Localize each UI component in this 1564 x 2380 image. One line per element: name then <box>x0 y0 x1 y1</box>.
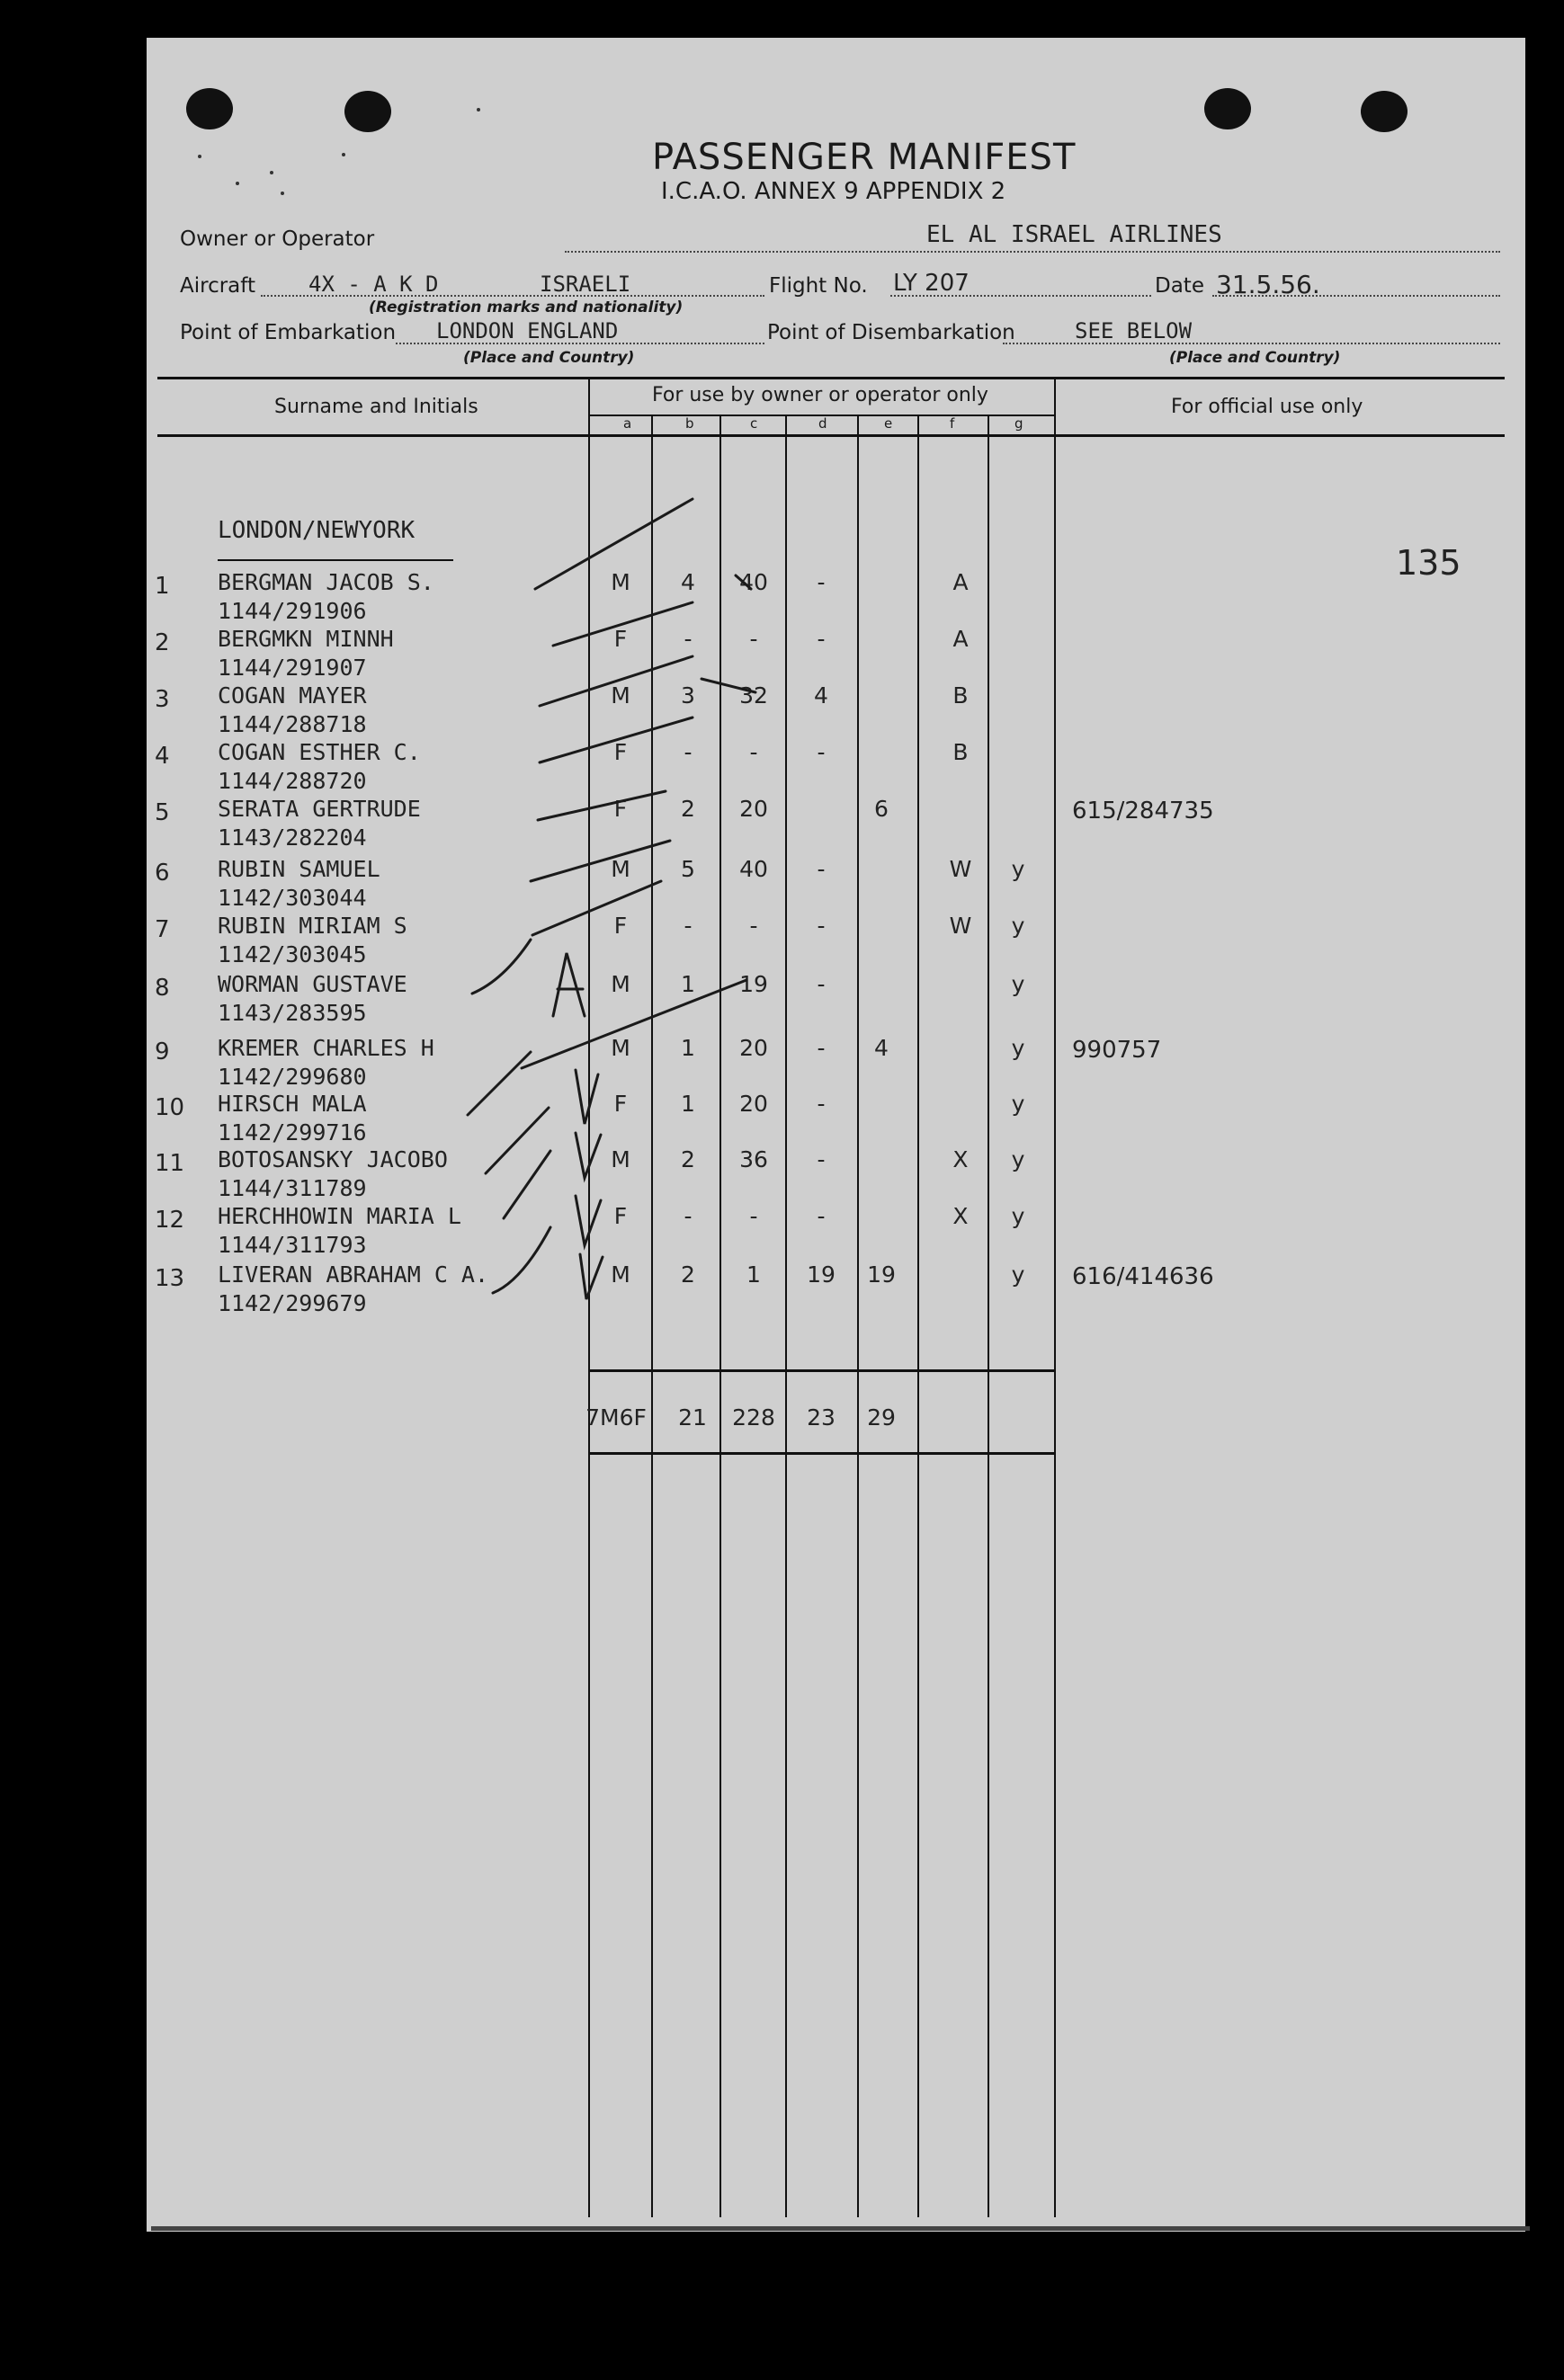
cell-c: 20 <box>739 796 768 822</box>
cell-d: - <box>817 1203 826 1229</box>
row-number: 9 <box>155 1038 170 1065</box>
passenger-name: RUBIN SAMUEL <box>218 856 380 882</box>
aircraft-nationality: ISRAELI <box>540 272 631 297</box>
row-number: 3 <box>155 686 170 713</box>
initial-mark <box>576 1196 601 1245</box>
cell-b: - <box>684 626 693 652</box>
page-number: 135 <box>1396 543 1461 583</box>
cell-d: - <box>817 1146 826 1172</box>
total-c: 228 <box>732 1404 775 1431</box>
initial-mark <box>576 1070 598 1124</box>
document-subtitle: I.C.A.O. ANNEX 9 APPENDIX 2 <box>661 178 1006 205</box>
ticket-number: 1144/291907 <box>218 655 367 681</box>
total-d: 23 <box>807 1404 836 1431</box>
total-b: 21 <box>678 1404 707 1431</box>
cell-a: M <box>611 856 630 882</box>
row-number: 12 <box>155 1207 185 1234</box>
cell-a: F <box>613 796 628 822</box>
cell-a: F <box>613 739 628 765</box>
cell-b: 3 <box>681 682 695 709</box>
cell-a: M <box>611 1261 630 1288</box>
cell-c: - <box>749 739 758 765</box>
passenger-name: RUBIN MIRIAM S <box>218 913 407 939</box>
sub-col-a: a <box>623 415 632 432</box>
ticket-number: 1144/311789 <box>218 1175 367 1201</box>
cell-b: - <box>684 739 693 765</box>
cell-a: M <box>611 682 630 709</box>
check-stroke <box>468 1052 531 1115</box>
check-stroke <box>504 1151 550 1218</box>
check-stroke <box>532 881 661 935</box>
sub-col-e: e <box>884 415 893 432</box>
cell-g: y <box>1011 913 1025 939</box>
check-stroke <box>540 718 693 762</box>
cell-b: 5 <box>681 856 695 882</box>
row-number: 7 <box>155 916 170 943</box>
cell-b: 2 <box>681 796 695 822</box>
cell-a: F <box>613 1203 628 1229</box>
cell-g: y <box>1011 1261 1025 1288</box>
cell-b: - <box>684 1203 693 1229</box>
passenger-name: BOTOSANSKY JACOBO <box>218 1146 448 1172</box>
cell-g: y <box>1011 856 1025 882</box>
cell-c: 20 <box>739 1091 768 1117</box>
cell-f: W <box>949 913 972 939</box>
passenger-name: SERATA GERTRUDE <box>218 796 421 822</box>
cell-d: - <box>817 739 826 765</box>
cell-d: - <box>817 1091 826 1117</box>
owner-label: Owner or Operator <box>180 227 375 251</box>
cell-a: M <box>611 971 630 997</box>
cell-a: M <box>611 1146 630 1172</box>
cell-c: 40 <box>739 569 768 595</box>
cell-a: F <box>613 1091 628 1117</box>
cell-c: - <box>749 626 758 652</box>
cell-e: 19 <box>867 1261 896 1288</box>
passenger-name: HIRSCH MALA <box>218 1091 367 1117</box>
passenger-name: KREMER CHARLES H <box>218 1035 434 1061</box>
cell-c: 40 <box>739 856 768 882</box>
cell-e: 4 <box>874 1035 889 1061</box>
cell-f: A <box>952 569 969 595</box>
row-number: 6 <box>155 860 170 887</box>
cell-c: 32 <box>739 682 768 709</box>
passenger-name: COGAN MAYER <box>218 682 367 709</box>
cell-a: M <box>611 569 630 595</box>
flight-value: LY 207 <box>893 270 970 297</box>
initial-mark <box>576 1133 601 1178</box>
aircraft-label: Aircraft <box>180 274 255 298</box>
cell-d: 19 <box>807 1261 836 1288</box>
passenger-name: HERCHHOWIN MARIA L <box>218 1203 461 1229</box>
official-entry: 615/284735 <box>1072 798 1214 825</box>
col-header-owner: For use by owner or operator only <box>652 384 988 406</box>
sub-col-g: g <box>1014 415 1023 432</box>
col-header-name: Surname and Initials <box>274 396 478 418</box>
cell-f: B <box>952 682 969 709</box>
sub-col-d: d <box>818 415 827 432</box>
sub-col-f: f <box>950 415 955 432</box>
disembarkation-note: (Place and Country) <box>1169 349 1341 367</box>
cell-d: - <box>817 626 826 652</box>
ticket-number: 1142/303045 <box>218 941 367 967</box>
cell-g: y <box>1011 1203 1025 1229</box>
document-title: PASSENGER MANIFEST <box>652 137 1077 178</box>
cell-c: 36 <box>739 1146 768 1172</box>
cell-c: 20 <box>739 1035 768 1061</box>
cell-g: y <box>1011 971 1025 997</box>
ticket-number: 1144/288720 <box>218 768 367 794</box>
ticket-number: 1144/288718 <box>218 711 367 737</box>
cell-b: 2 <box>681 1261 695 1288</box>
cell-d: - <box>817 856 826 882</box>
cell-b: - <box>684 913 693 939</box>
check-stroke <box>472 940 531 994</box>
ticket-number: 1142/299680 <box>218 1064 367 1090</box>
total-e: 29 <box>867 1404 896 1431</box>
cell-a: F <box>613 913 628 939</box>
cell-g: y <box>1011 1035 1025 1061</box>
col-header-official: For official use only <box>1171 396 1363 418</box>
cell-f: A <box>952 626 969 652</box>
cell-e: 6 <box>874 796 889 822</box>
disembarkation-value: SEE BELOW <box>1075 318 1193 343</box>
initial-mark <box>553 953 585 1016</box>
cell-d: - <box>817 913 826 939</box>
cell-g: y <box>1011 1146 1025 1172</box>
row-number: 1 <box>155 573 170 600</box>
aircraft-note: (Registration marks and nationality) <box>369 299 684 316</box>
correction-mark <box>736 575 751 589</box>
cell-b: 1 <box>681 971 695 997</box>
cell-f: X <box>952 1146 969 1172</box>
ticket-number: 1143/283595 <box>218 1000 367 1026</box>
cell-c: - <box>749 913 758 939</box>
passenger-name: WORMAN GUSTAVE <box>218 971 407 997</box>
check-stroke <box>540 656 693 706</box>
cell-f: X <box>952 1203 969 1229</box>
passenger-name: BERGMAN JACOB S. <box>218 569 434 595</box>
cell-d: - <box>817 1035 826 1061</box>
cell-f: W <box>949 856 972 882</box>
embarkation-note: (Place and Country) <box>463 349 635 367</box>
check-stroke <box>486 1108 549 1173</box>
sub-col-b: b <box>685 415 694 432</box>
ticket-number: 1142/299716 <box>218 1119 367 1145</box>
ticket-number: 1144/311793 <box>218 1232 367 1258</box>
date-value: 31.5.56. <box>1216 270 1320 299</box>
check-stroke <box>531 841 670 881</box>
correction-mark <box>702 679 755 692</box>
aircraft-registration: 4X - A K D <box>308 272 439 297</box>
route-label: LONDON/NEWYORK <box>218 517 416 544</box>
ticket-number: 1144/291906 <box>218 598 367 624</box>
official-entry: 616/414636 <box>1072 1263 1214 1290</box>
cell-a: M <box>611 1035 630 1061</box>
check-stroke <box>535 499 693 589</box>
flight-label: Flight No. <box>769 274 868 298</box>
row-number: 11 <box>155 1150 185 1177</box>
disembarkation-label: Point of Disembarkation <box>767 321 1015 344</box>
row-number: 13 <box>155 1265 185 1292</box>
check-stroke <box>522 980 746 1068</box>
cell-b: 4 <box>681 569 695 595</box>
row-number: 4 <box>155 743 170 770</box>
total-a: 7M6F <box>585 1404 647 1431</box>
check-stroke <box>553 602 693 646</box>
check-stroke <box>538 791 666 820</box>
ticket-number: 1142/299679 <box>218 1290 367 1316</box>
initial-mark <box>580 1254 603 1299</box>
cell-d: - <box>817 971 826 997</box>
passenger-name: COGAN ESTHER C. <box>218 739 421 765</box>
cell-g: y <box>1011 1091 1025 1117</box>
row-number: 10 <box>155 1094 185 1121</box>
cell-c: 19 <box>739 971 768 997</box>
cell-b: 1 <box>681 1091 695 1117</box>
cell-d: - <box>817 569 826 595</box>
official-entry: 990757 <box>1072 1037 1162 1064</box>
embarkation-value: LONDON ENGLAND <box>436 318 619 343</box>
row-number: 2 <box>155 629 170 656</box>
ticket-number: 1143/282204 <box>218 825 367 851</box>
cell-a: F <box>613 626 628 652</box>
owner-value: EL AL ISRAEL AIRLINES <box>926 221 1222 248</box>
cell-c: - <box>749 1203 758 1229</box>
passenger-name: LIVERAN ABRAHAM C A. <box>218 1261 489 1288</box>
row-number: 8 <box>155 975 170 1002</box>
ticket-number: 1142/303044 <box>218 885 367 911</box>
check-stroke <box>493 1227 550 1293</box>
passenger-name: BERGMKN MINNH <box>218 626 394 652</box>
cell-c: 1 <box>746 1261 761 1288</box>
cell-b: 1 <box>681 1035 695 1061</box>
cell-f: B <box>952 739 969 765</box>
date-label: Date <box>1155 274 1204 298</box>
row-number: 5 <box>155 799 170 826</box>
cell-d: 4 <box>814 682 828 709</box>
sub-col-c: c <box>750 415 758 432</box>
cell-b: 2 <box>681 1146 695 1172</box>
embarkation-label: Point of Embarkation <box>180 321 397 344</box>
